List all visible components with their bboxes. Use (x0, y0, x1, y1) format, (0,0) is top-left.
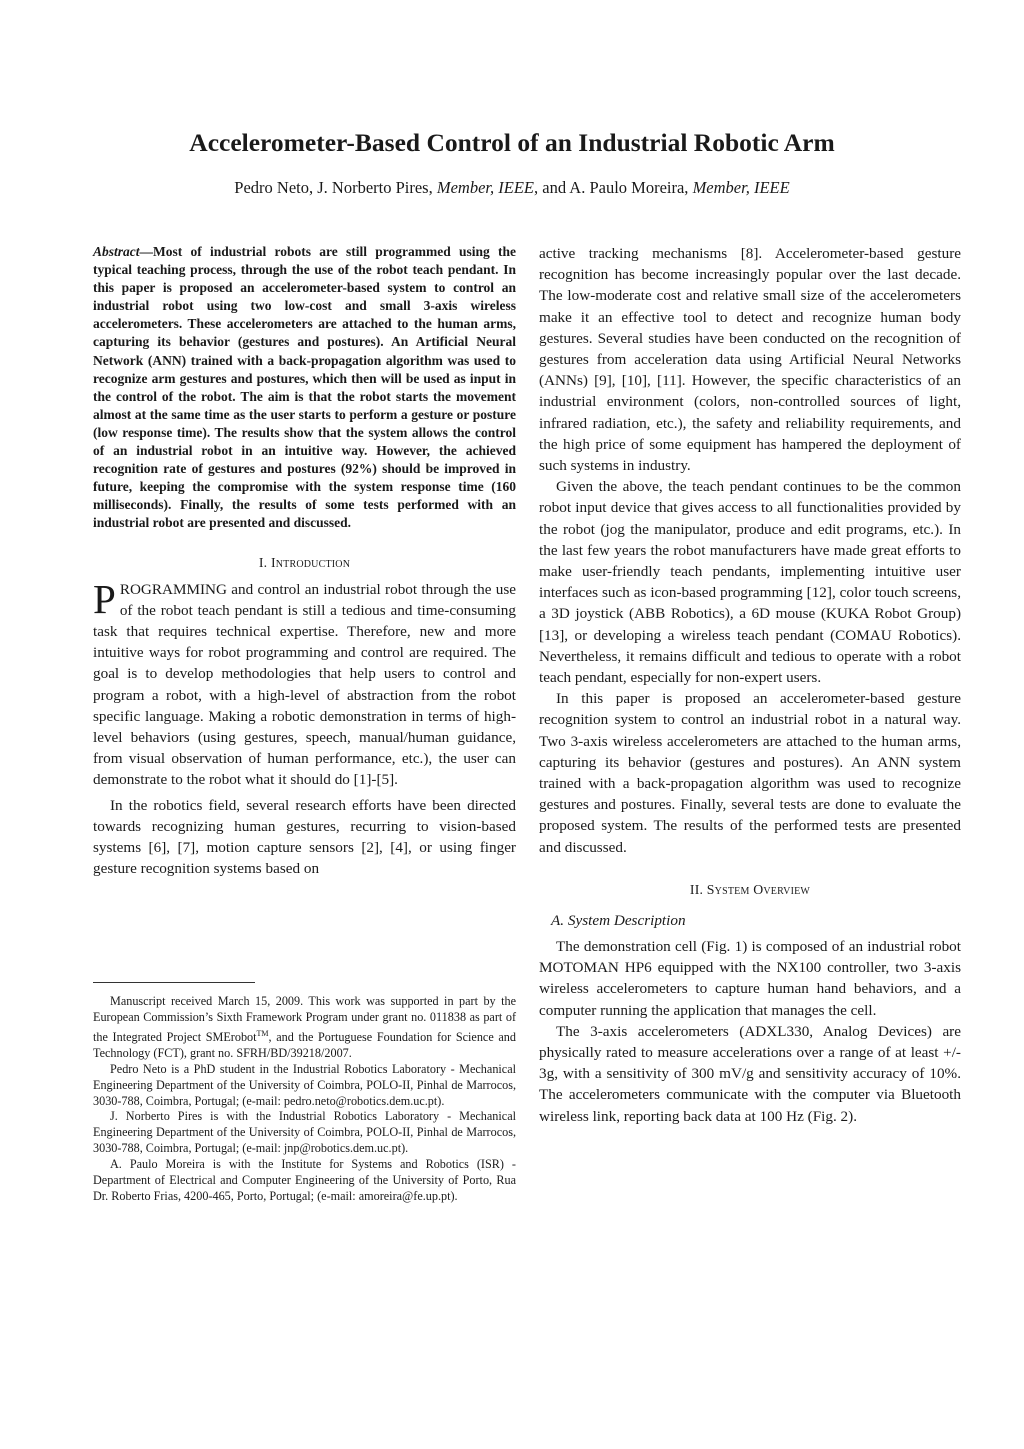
intro-paragraph-1-text: ROGRAMMING and control an industrial robot through the use of the robot teach pendant is still a tedious and time-consuming task that requires technical expertise. Therefore, new and more intuitive ways for robot programming and control are required. The goal is to develop methodologies that help users to control and program a robot, with a high-level of abstraction from the robot specific language. Making a robotic demonstration in terms of high-level behaviors (using gestures, speech, manual/human guidance, from visual observation of human performance, etc.), the user can demonstrate to the robot what it should do [1]-[5]. (93, 580, 516, 789)
abstract-lead: Abstract (93, 244, 140, 259)
intro-paragraph-1 (93, 575, 516, 791)
footnote-rule (93, 982, 255, 983)
system-paragraph-1: The demonstration cell (Fig. 1) is composed of an industrial robot MOTOMAN HP6 equipped with the NX100 controller, two 3-axis wireless accelerometers to capture human hand behaviors, and a computer running the application that manages the cell. (539, 937, 961, 1019)
section-numeral: II. (689, 881, 707, 897)
intro-paragraph-3: Given the above, the teach pendant continues to be the common robot input device that gives access to all functionalities provided by the robot (jog the manipulator, produce and edit programs, etc.). In the last few years the robot manufacturers have made great efforts to make user-friendly teach pendants, implementing intuitive user interfaces such as icon-based programming [12], color touch screens, a 3D joystick (ABB Robotics), a 6D mouse (KUKA Robot Group) [13], or developing a wireless teach pendant (COMAU Robotics). Nevertheless, it remains difficult and tedious to operate with a robot teach pendant, especially for non-expert users. (539, 478, 961, 687)
footnote-manuscript-text-b: , and the Portuguese Foundation for Science and Technology (FCT), grant no. SFRH/BD/39218/2007. (93, 1029, 516, 1060)
section-numeral: I. (258, 554, 271, 570)
right-column (539, 243, 961, 1127)
subsection-label: A. (551, 911, 568, 929)
section-title: Introduction (270, 554, 351, 570)
abstract-text: —Most of industrial robots are still programmed using the typical teaching process, through the use of the robot teach pendant. In this paper is proposed an accelerometer-based system to control an industrial robot using two low-cost and small 3-axis wireless accelerometers. These accelerometers are attached to the human arms, capturing its behavior (gestures and postures). An Artificial Neural Network (ANN) trained with a back-propagation algorithm was used to recognize arm gestures and postures, which then will be used as input in the control of the robot. The aim is that the robot starts the movement almost at the same time as the user starts to perform a gesture or posture (low response time). The results show that the system allows the control of an industrial robot in an intuitive way. However, the achieved recognition rate of gestures and postures (92%) should be improved in future, keeping the compromise with the system response time (160 milliseconds). Finally, the results of some tests performed with an industrial robot are presented and discussed. (93, 244, 516, 531)
intro-paragraph-2-continued: active tracking mechanisms [8]. Accelerometer-based gesture recognition has become increasingly popular over the last decade. The low-moderate cost and relative small size of the accelerometers make it an effective tool to detect and recognize human body gestures. Several studies have been conducted on the recognition of gestures from acceleration data using Artificial Neural Networks (ANNs) [9], [10], [11]. However, the specific characteristics of an industrial environment (colors, non-controlled sources of light, infrared radiation, etc.), the safety and reliability requirements, and the high price of some equipment has hampered the deployment of such systems in industry. (539, 245, 961, 475)
section-heading-system-overview (539, 882, 961, 898)
paper-title: Accelerometer-Based Control of an Industrial Robotic Arm (189, 128, 835, 157)
subsection-title: System Description (567, 911, 686, 929)
abstract (93, 243, 516, 533)
left-column (93, 243, 516, 879)
intro-paragraph-4: In this paper is proposed an accelerometer-based gesture recognition system to control an industrial robot in a natural way. Two 3-axis wireless accelerometers are attached to the human arms, capturing its behavior (gestures and postures). An ANN system trained with a back-propagation algorithm was used to recognize gestures and postures. Finally, several tests are done to evaluate the proposed system. The results of the performed tests are presented and discussed. (539, 690, 961, 856)
footnote-manuscript (93, 994, 516, 1062)
footnote-author-1: Pedro Neto is a PhD student in the Industrial Robotics Laboratory - Mechanical Engineering Department of the University of Coimbra, POLO-II, Pinhal de Marrocos, 3030-788, Coimbra, Portugal; (e-mail: pedro.neto@robotics.dem.uc.pt). (93, 1061, 516, 1108)
intro-paragraph-2-start: In the robotics field, several research efforts have been directed towards recognizing human gestures, recurring to vision-based systems [6], [7], motion capture sensors [2], [4], or using finger gesture recognition systems based on (93, 796, 516, 878)
footnotes (93, 994, 516, 1205)
subsection-heading-system-description (551, 912, 961, 930)
footnote-author-3: A. Paulo Moreira is with the Institute for Systems and Robotics (ISR) - Department of Electrical and Computer Engineering of the University of Porto, Rua Dr. Roberto Frias, 4200-465, Porto, Portugal; (e-mail: amoreira@fe.up.pt). (93, 1157, 516, 1203)
footnote-manuscript-text-a: Manuscript received March 15, 2009. This work was supported in part by the European Commission’s Sixth Framework Program under grant no. 011838 as part of the Integrated Project SMErobot (93, 994, 516, 1044)
author-role-2: Member, IEEE (692, 178, 790, 197)
author-names: Pedro Neto, J. Norberto Pires, (234, 178, 437, 197)
footnote-author-2: J. Norberto Pires is with the Industrial Robotics Laboratory - Mechanical Engineering Department of the University of Coimbra, POLO-II, Pinhal de Marrocos, 3030-788, Coimbra, Portugal; (e-mail: jnp@robotics.dem.uc.pt). (93, 1109, 516, 1156)
author-separator: , and A. Paulo Moreira, (534, 178, 693, 197)
section-title: System Overview (706, 881, 811, 897)
section-heading-introduction (93, 555, 516, 571)
system-paragraph-2: The 3-axis accelerometers (ADXL330, Analog Devices) are physically rated to measure accelerations over a range of at least +/- 3g, with a sensitivity of 300 mV/g and sensitivity accuracy of 10%. The accelerometers communicate with the computer via Bluetooth wireless link, reporting back data at 100 Hz (Fig. 2). (539, 1022, 961, 1125)
drop-cap: P (93, 575, 116, 622)
trademark-superscript: TM (256, 1028, 269, 1038)
author-role-1: Member, IEEE (436, 178, 534, 197)
author-line (0, 178, 1024, 198)
